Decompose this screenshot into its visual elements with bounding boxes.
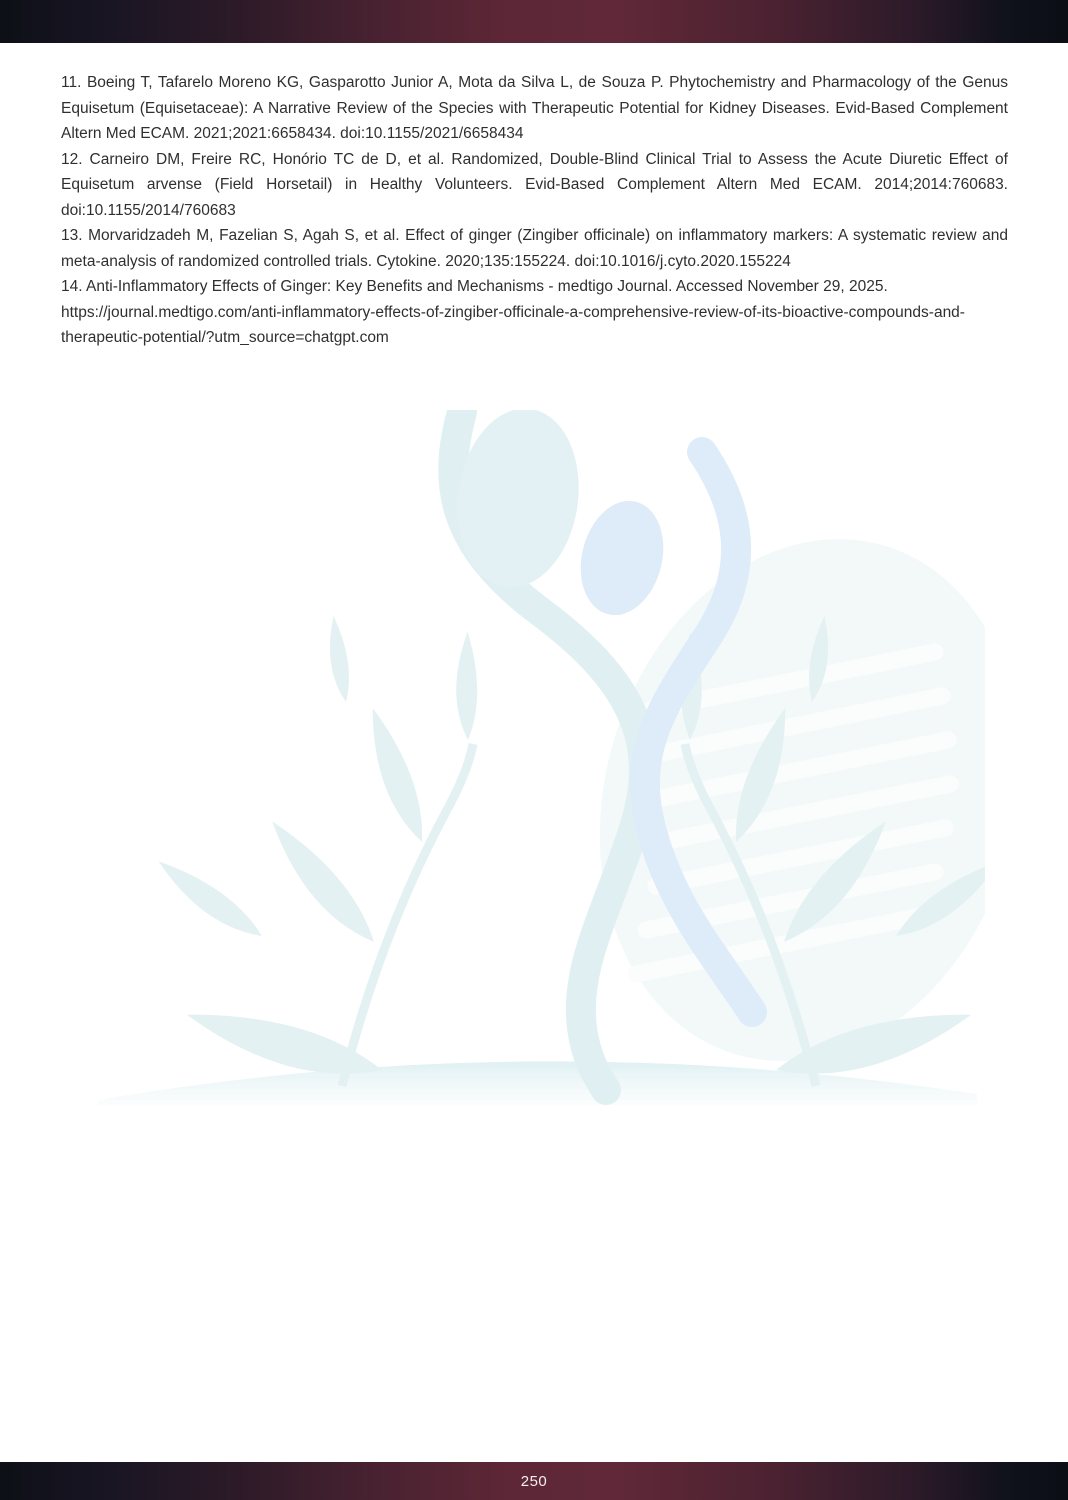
figure-head-small bbox=[569, 492, 675, 624]
laurel-branch-right-icon bbox=[677, 615, 985, 1086]
figure-head-large bbox=[446, 410, 590, 595]
header-bar bbox=[0, 0, 1068, 43]
dna-helix-icon bbox=[446, 410, 752, 1090]
watermark-blob bbox=[540, 489, 985, 1105]
laurel-branch-left-icon bbox=[149, 615, 481, 1086]
footer-bar bbox=[0, 1462, 1068, 1500]
references-list bbox=[61, 70, 1008, 351]
ground-swoosh bbox=[98, 1061, 977, 1105]
medtigo-logo-watermark-icon bbox=[90, 410, 985, 1105]
reference-item-12: 12. Carneiro DM, Freire RC, Honório TC de D, et al. Randomized, Double-Blind Clinical Trial to Assess the Acute Diuretic Effect of Equisetum arvense (Field Horsetail) in Healthy Volunteers. Evid-Based Complement Altern Med ECAM. 2014;2014:760683. doi:10.1155/2014/760683 bbox=[61, 150, 1008, 219]
reference-item-13: 13. Morvaridzadeh M, Fazelian S, Agah S, et al. Effect of ginger (Zingiber officinale) on inflammatory markers: A systematic review and meta-analysis of randomized controlled trials. Cytokine. 2020;135:155224. doi:10.1016/j.cyto.2020.155224 bbox=[61, 227, 1008, 270]
page-number: 250 bbox=[520, 1472, 548, 1490]
reference-item-11: 11. Boeing T, Tafarelo Moreno KG, Gasparotto Junior A, Mota da Silva L, de Souza P. Phytochemistry and Pharmacology of the Genus Equisetum (Equisetaceae): A Narrative Review of the Species with Therapeutic Potential for Kidney Diseases. Evid-Based Complement Altern Med ECAM. 2021;2021:6658434. doi:10.1155/2021/6658434 bbox=[61, 74, 1008, 142]
reference-item-14: 14. Anti-Inflammatory Effects of Ginger: Key Benefits and Mechanisms - medtigo Journal. Accessed November 29, 2025. https://journal.medtigo.com/anti-inflammatory-effects-of-zingiber-officinale-a-comprehensive-review-of-its-bioactive-compounds-and-therapeutic-potential/?utm_source=chatgpt.com bbox=[61, 278, 965, 346]
